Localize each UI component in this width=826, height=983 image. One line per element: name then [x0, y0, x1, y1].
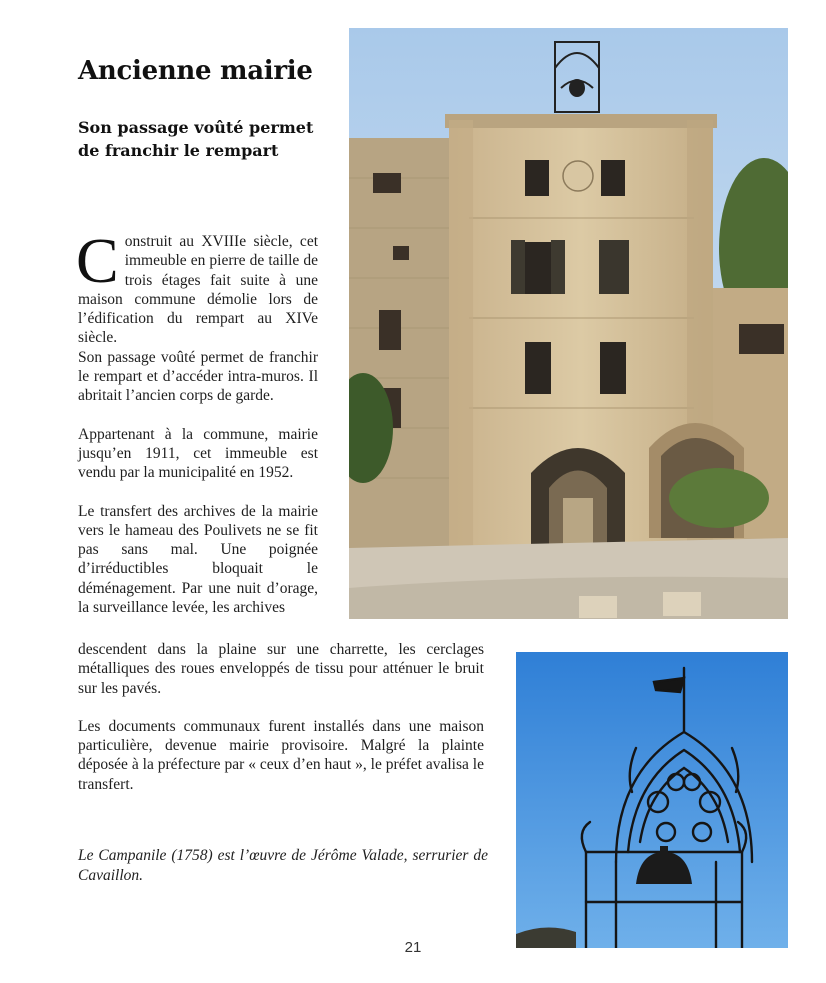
- paragraph-transfer-start: Le transfert des archives de la mairie vers le hameau des Poulivets ne se fit pas sans mal. Une poignée d’irréductibles bloquait le déménagement. Par une nuit d’orage, la surveillance levée, les archives: [78, 502, 318, 617]
- paragraph-intro: [76, 225, 318, 348]
- paragraph-transfer-end: descendent dans la plaine sur une charrette, les cerclages métalliques des roues enveloppés de tissu pour atténuer le bruit sur les pavés.: [78, 641, 484, 697]
- photo-caption: Le Campanile (1758) est l’œuvre de Jérôme Valade, serrurier de Cavaillon.: [78, 847, 488, 884]
- page-title: Ancienne mairie: [78, 56, 313, 86]
- paragraph-documents: Les documents communaux furent installés dans une maison particulière, devenue mairie provisoire. Malgré la plainte déposée à la préfecture par « ceux d’en haut », le préfet avalisa le transfert.: [78, 717, 484, 793]
- drop-cap-letter: C: [76, 225, 119, 296]
- page-subtitle: Son passage voûté permet de franchir le rempart: [78, 118, 314, 160]
- page-number: 21: [404, 939, 422, 956]
- paragraph-sale: Appartenant à la commune, mairie jusqu’en 1911, cet immeuble est vendu par la municipalité en 1952.: [78, 425, 318, 482]
- town-hall-photo: [349, 28, 788, 619]
- paragraph-passage: Son passage voûté permet de franchir le rempart et d’accéder intra-muros. Il abritait l’ancien corps de garde.: [78, 348, 318, 405]
- campanile-photo: [516, 652, 788, 948]
- paragraph-intro-text: onstruit au XVIIIe siècle, cet immeuble en pierre de taille de trois étages fait suite à une maison commune démolie lors de l’édification du rempart au XIVe siècle.: [78, 233, 318, 347]
- body-column-narrow: [76, 225, 318, 636]
- body-column-wide: [78, 640, 484, 813]
